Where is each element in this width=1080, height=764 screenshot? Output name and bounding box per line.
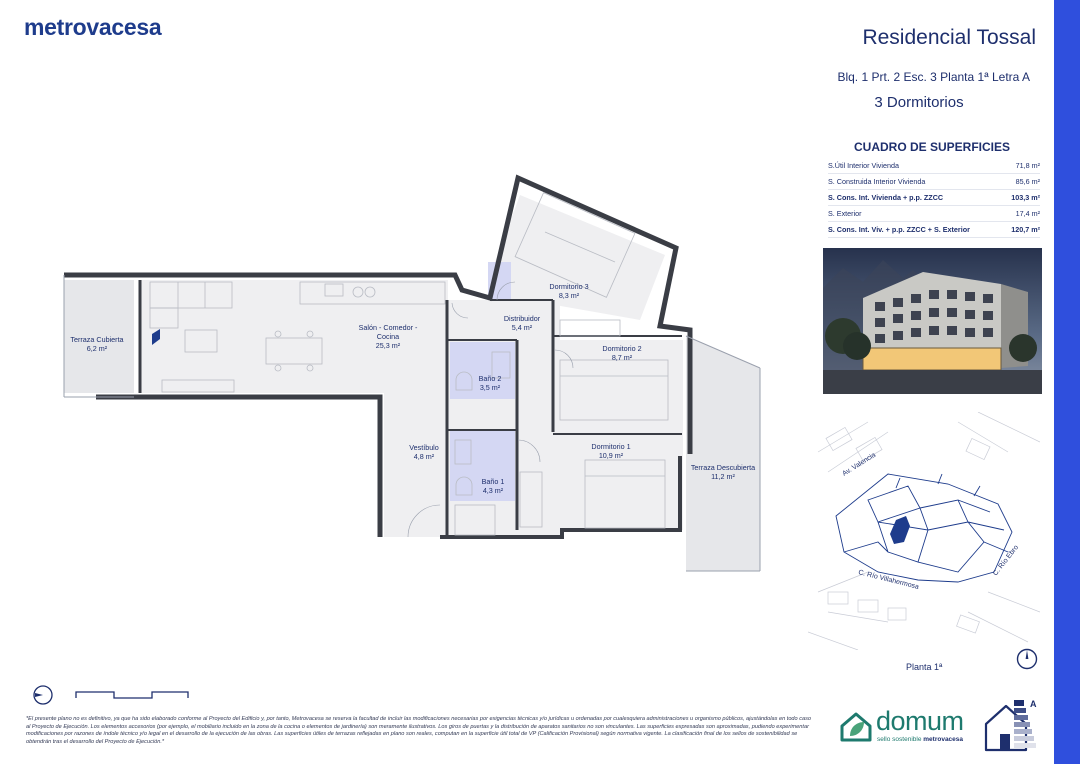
room-name: Terraza Cubierta [70,335,124,344]
surface-value: 120,7 m² [1011,225,1040,234]
room-name: Baño 2 [478,374,502,383]
street-label: C. Río Ebro [992,544,1021,578]
room-area: 6,2 m² [86,344,108,353]
accent-side-bar [1054,0,1080,764]
building-render-image [823,248,1042,394]
surface-label: S. Construida Interior Vivienda [828,177,926,186]
floor-label: Planta 1ª [906,662,943,672]
street-label: C. Río Villahermosa [857,569,920,591]
room-dormitorio-3 [549,282,588,300]
room-area: 8,3 m² [558,291,580,300]
room-salon [359,323,418,350]
floor-plan-floors [64,195,760,571]
location-map [808,412,1040,650]
room-area: 10,9 m² [598,451,624,460]
domum-tagline-text: sello sostenible [877,736,922,743]
room-name: Baño 1 [481,477,505,486]
energy-class-letter: A [1030,699,1037,709]
surface-label: S. Cons. Int. Vivienda + p.p. ZZCC [828,193,944,202]
unit-location: Blq. 1 Prt. 2 Esc. 3 Planta 1ª Letra A [837,70,1030,84]
page-title: Residencial Tossal [862,26,1036,49]
surface-value: 17,4 m² [1015,209,1040,218]
domum-tagline-brand: metrovacesa [923,736,964,743]
room-name: Dormitorio 2 [602,344,642,353]
domum-logo-text: domum [876,706,964,736]
room-dormitorio-2 [602,344,641,362]
scale-bar [74,688,192,700]
plan-compass-icon [32,684,54,706]
surfaces-table [828,158,1040,238]
energy-rating-icon [982,698,1042,754]
room-vestibulo [409,443,439,461]
surface-value: 85,6 m² [1015,177,1040,186]
room-terraza-descubierta [691,463,755,481]
room-name: Salón - Comedor - [358,323,418,332]
bedroom-count: 3 Dormitorios [874,94,964,111]
room-name: Dormitorio 1 [591,442,631,451]
room-area: 5,4 m² [511,323,533,332]
brand-logo: metrovacesa [24,14,162,40]
room-name: Distribuidor [503,314,541,323]
room-name: Cocina [376,332,400,341]
domum-leaf-house-icon [838,708,874,744]
room-name: Terraza Descubierta [690,463,756,472]
surfaces-table-title: CUADRO DE SUPERFICIES [853,140,1011,154]
room-area: 4,3 m² [482,486,504,495]
surface-value: 103,3 m² [1011,193,1040,202]
room-terraza-cubierta [70,335,123,353]
room-name: Dormitorio 3 [549,282,589,291]
surface-row [828,206,1040,222]
compass-icon [1016,648,1038,670]
room-area: 8,7 m² [611,353,633,362]
room-name: Vestíbulo [409,443,439,452]
surface-row [828,222,1040,238]
surface-row [828,158,1040,174]
legal-disclaimer: *El presente plano no es definitivo, ya que ha sido elaborado conforme al Proyecto del Edificio y, por tanto, Metrovacesa se reserva la facultad de incluir las modificaciones necesarias por exigencias técnicas y/o jurídicas u ordenadas por cualesquiera administraciones u organismo públicos, ajustándolas en todo caso al Proyecto de Ejecución. Los elementos accesorios (por ejemplo, el mobiliario incluido en la zona de la cocina o elementos de jardinería) son meramente ilustrativos. Los giros de puertas y la distribución de aparatos sanitarios no son vinculantes. Las superficies expresadas son aproximadas, pudiendo experimentar modificaciones por razones de índole técnico y/o legal en el desarrollo de la ejecución de las obras. Las superficies útiles de terrazas reflejadas en plano son reales, computan en la superficie útil total de VP (Calificación Provisional) según normativa vigente. La clasificación final de los sellos de sostenibilidad se obtendrán tras el desarrollo del Proyecto de Ejecución.* [26,716,812,745]
surface-label: S.Útil Interior Vivienda [828,161,899,170]
room-area: 4,8 m² [413,452,435,461]
surface-label: S. Exterior [828,209,862,218]
surface-row [828,190,1040,206]
surface-value: 71,8 m² [1015,161,1040,170]
room-dormitorio-1 [591,442,630,460]
room-bano-1 [482,477,505,495]
surface-label: S. Cons. Int. Viv. + p.p. ZZCC + S. Exterior [828,225,970,234]
room-area: 3,5 m² [479,383,501,392]
room-bano-2 [479,374,502,392]
room-area: 11,2 m² [711,472,735,481]
room-area: 25,3 m² [375,341,401,350]
street-label: Av. Valencia [841,451,878,478]
surface-row [828,174,1040,190]
room-distribuidor [504,314,540,332]
domum-tagline [877,736,963,743]
